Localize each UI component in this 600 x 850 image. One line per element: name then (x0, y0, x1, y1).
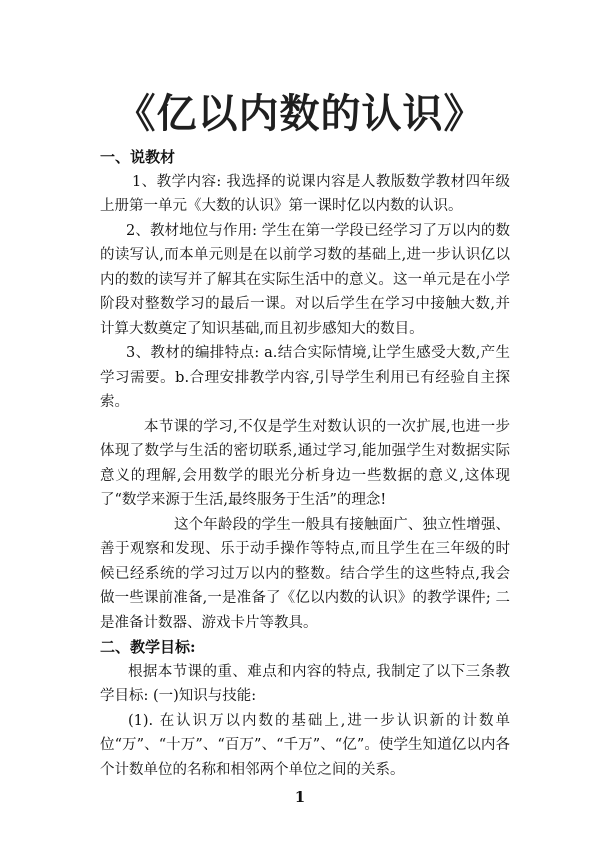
section-heading: 二、教学目标: (100, 638, 196, 656)
paragraph: 本节课的学习,不仅是学生对数认识的一次扩展,也进一步体现了数学与生活的密切联系,通过学习,能加强学生对数据实际意义的理解,会用数学的眼光分析身边一些数据的意义,这体现了“数学来源于生活,最终服务于生活”的理念! (100, 418, 510, 508)
page-number: 1 (294, 788, 306, 806)
document-body (100, 145, 510, 782)
paragraph: (1). 在认识万以内数的基础上,进一步认识新的计数单位“万”、“十万”、“百万”、“千万”、“亿”。使学生知道亿以内各个计数单位的名称和相邻两个单位之间的关系。 (100, 712, 510, 778)
paragraph: 2、教材地位与作用: 学生在第一学段已经学习了万以内的数的读写认,而本单元则是在以前学习数的基础上,进一步认识亿以内的数的读写并了解其在实际生活中的意义。这一单元是在小学阶段对整数学习的最后一课。对以后学生在学习中接触大数,并计算大数奠定了知识基础,而且初步感知大的数目。 (100, 222, 510, 337)
section-heading: 一、说教材 (100, 148, 176, 166)
paragraph: 根据本节课的重、难点和内容的特点, 我制定了以下三条教学目标: (一)知识与技能: (100, 663, 510, 704)
paragraph: 这个年龄段的学生一般具有接触面广、独立性增强、善于观察和发现、乐于动手操作等特点,而且学生在三年级的时候已经系统的学习过万以内的整数。结合学生的这些特点,我会做一些课前准备,一是准备了《亿以内数的认识》的教学课件; 二是准备计数器、游戏卡片等教具。 (100, 516, 510, 631)
paragraph: 1、教学内容: 我选择的说课内容是人教版数学教材四年级上册第一单元《大数的认识》第一课时亿以内数的认识。 (100, 173, 510, 214)
document-title: 《亿以内数的认识》 (115, 90, 485, 137)
paragraph: 3、教材的编排特点: a.结合实际情境,让学生感受大数,产生学习需要。b.合理安排教学内容,引导学生利用已有经验自主探索。 (100, 345, 510, 410)
